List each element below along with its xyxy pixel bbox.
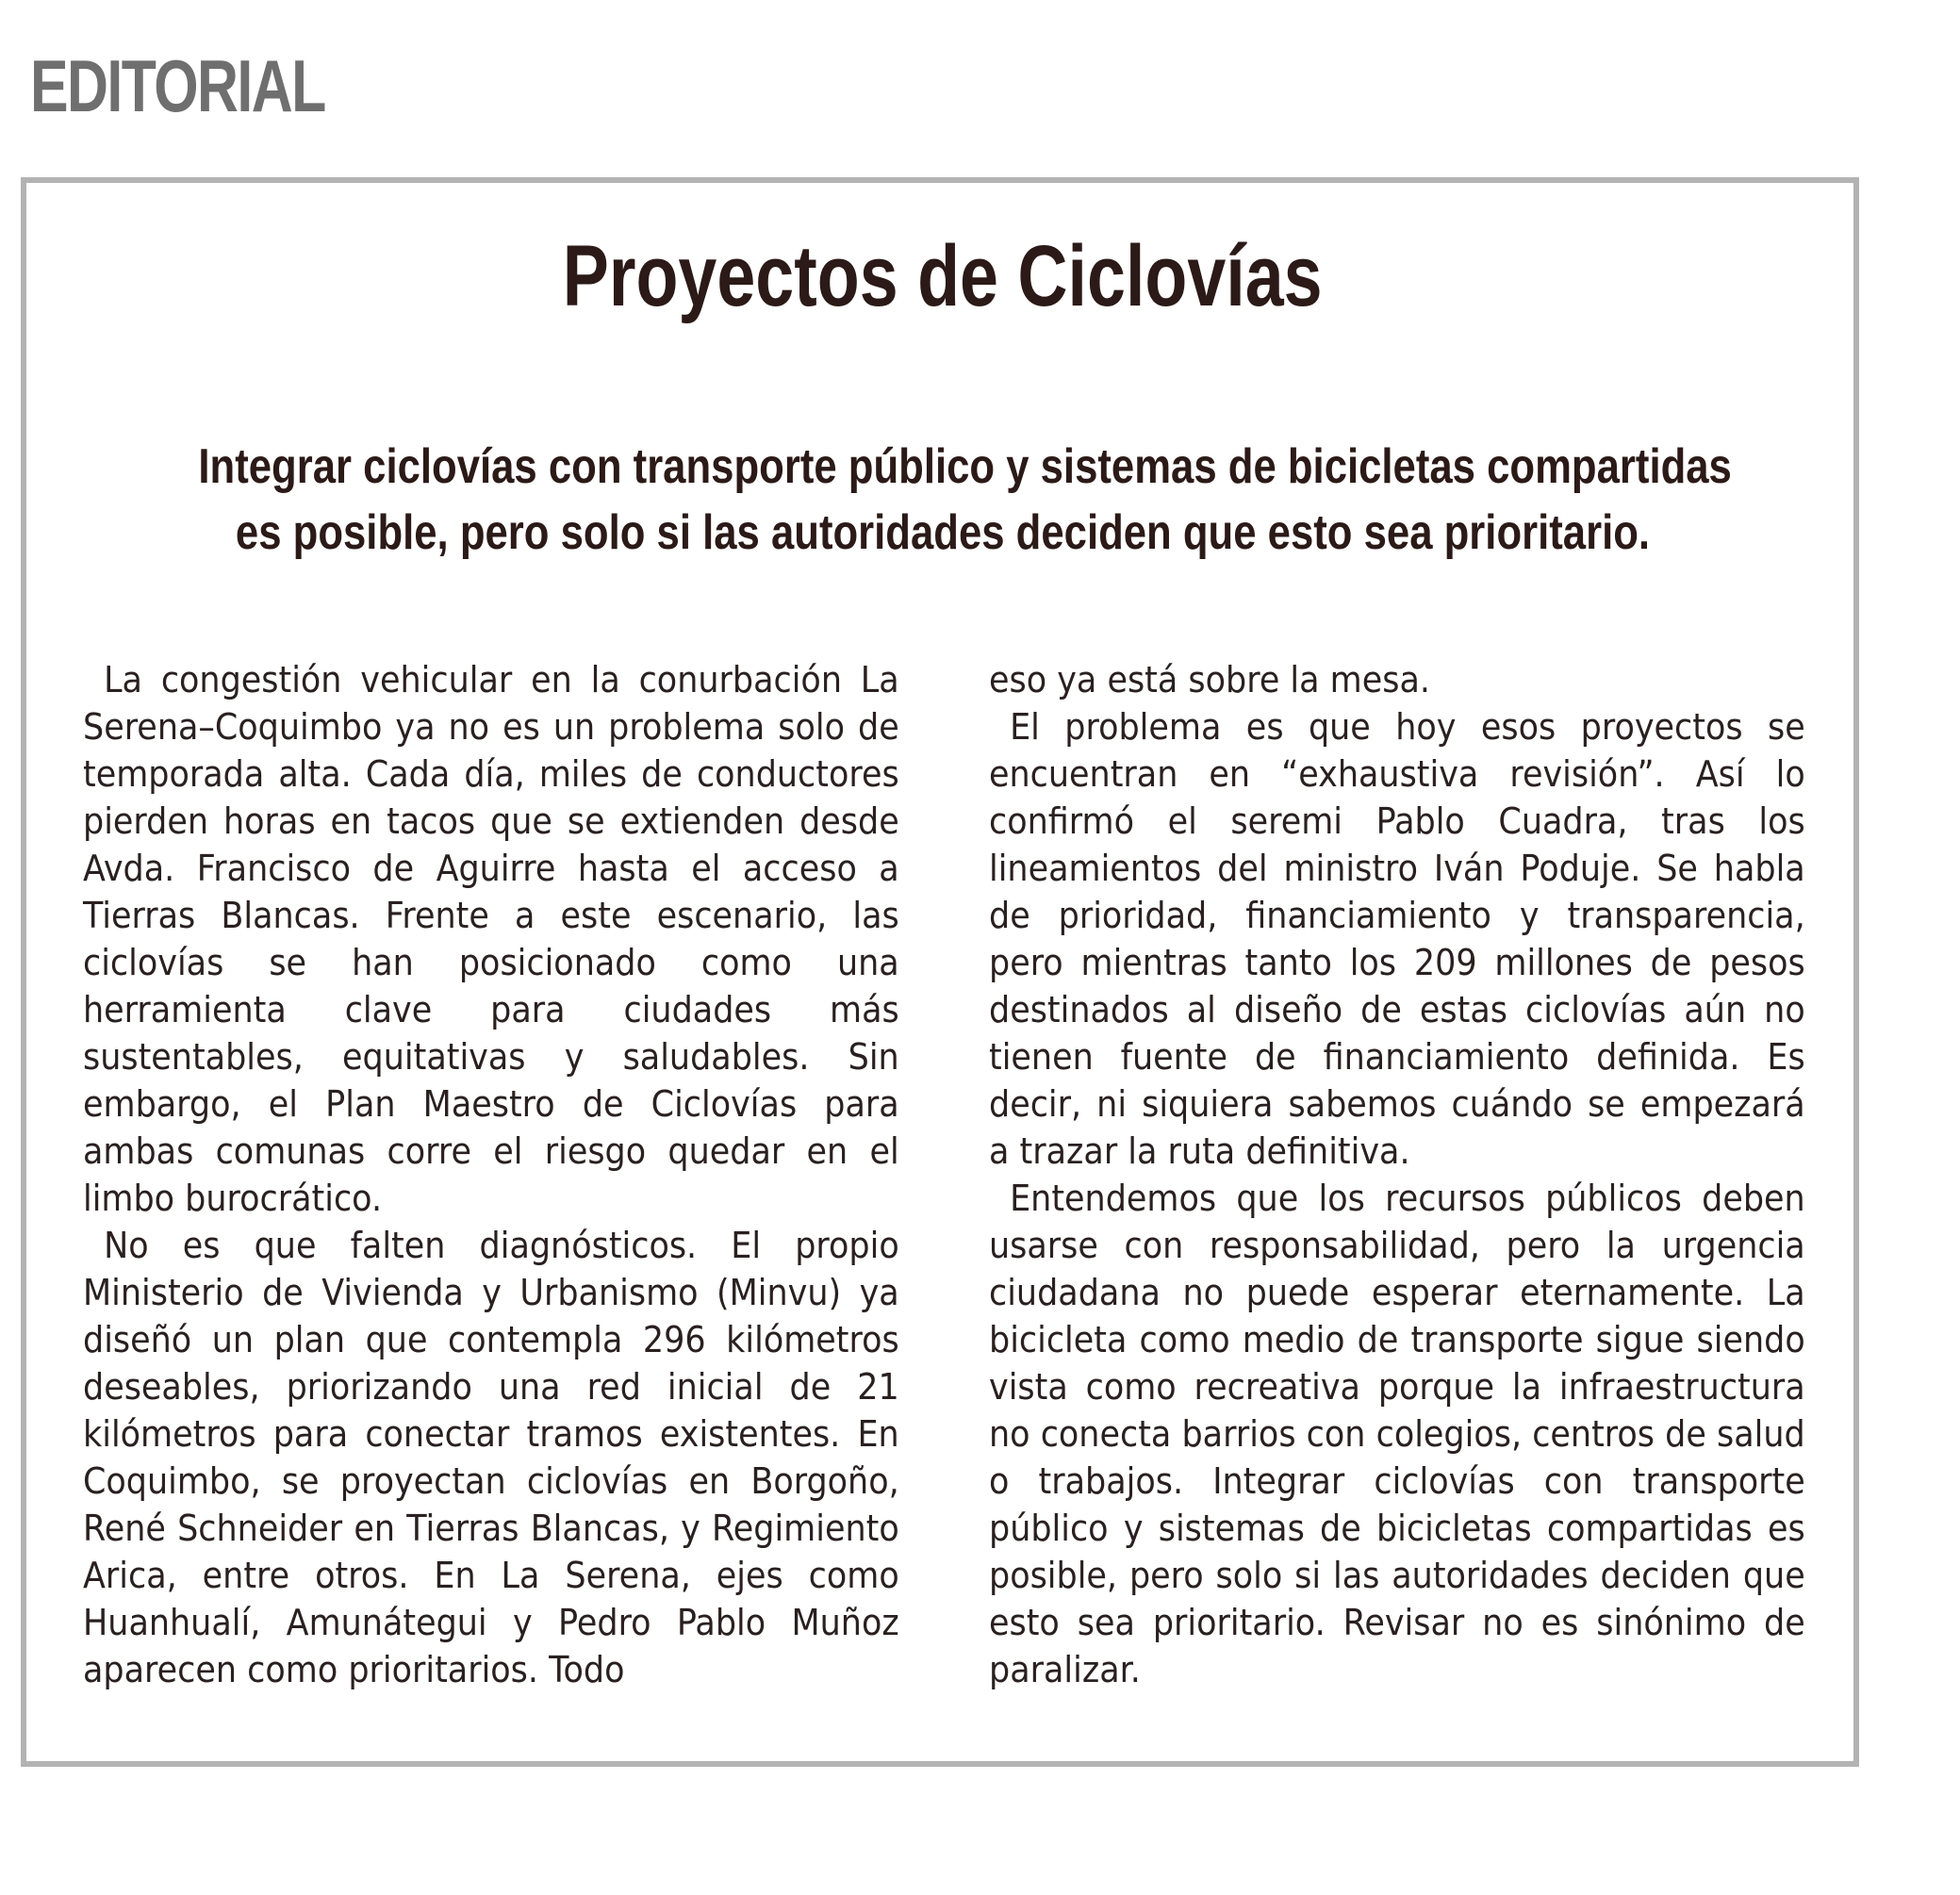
body-column-right [989,656,1805,1693]
headline-text: Proyectos de Ciclovías [563,228,1323,324]
body-paragraph: No es que falten diagnósticos. El propio Ministerio de Vivienda y Urbanismo (Minvu) ya diseñó un plan que contempla 296 kilómetros deseables, priorizando una red inicial de 21 kilómetros para conectar tramos existentes. En Coquimbo, se proyectan ciclovías en Borgoño, René Schneider en Tierras Blancas, y Regimiento Arica, entre otros. En La Serena, ejes como Huanhualí, Amunátegui y Pedro Pablo Muñoz aparecen como prioritarios. Todo [83,1225,899,1690]
deck-line-2: es posible, pero solo si las autoridades deciden que esto sea prioritario. [235,505,1651,560]
headline [0,228,1886,324]
body-paragraph: El problema es que hoy esos proyectos se encuentran en “exhaustiva revisión”. Así lo confirmó el seremi Pablo Cuadra, tras los lineamientos del ministro Iván Poduje. Se habla de prioridad, financiamiento y transparencia, pero mientras tanto los 209 millones de pesos destinados al diseño de estas ciclovías aún no tienen fuente de financiamiento definida. Es decir, ni siquiera sabemos cuándo se empezará a trazar la ruta definitiva. [989,706,1805,1172]
section-label: EDITORIAL [30,44,325,127]
deck-line-1: Integrar ciclovías con transporte público y sistemas de bicicletas compartidas [198,439,1732,494]
body-paragraph: La congestión vehicular en la conurbación La Serena–Coquimbo ya no es un problema solo de temporada alta. Cada día, miles de conductores pierden horas en tacos que se extienden desde Avda. Francisco de Aguirre hasta el acceso a Tierras Blancas. Frente a este escenario, las ciclovías se han posicionado como una herramienta clave para ciudades más sustentables, equitativas y saludables. Sin embargo, el Plan Maestro de Ciclovías para ambas comunas corre el riesgo quedar en el limbo burocrático. [83,659,899,1219]
deck [57,434,1829,566]
body-column-left [83,656,899,1693]
body-paragraph-continued: eso ya está sobre la mesa. [989,659,1431,700]
body-paragraph: Entendemos que los recursos públicos deben usarse con responsabilidad, pero la urgencia ciudadana no puede esperar eternamente. La bicicleta como medio de transporte sigue siendo vista como recreativa porque la infraestructura no conecta barrios con colegios, centros de salud o trabajos. Integrar ciclovías con transporte público y sistemas de bicicletas compartidas es posible, pero solo si las autoridades deciden que esto sea prioritario. Revisar no es sinónimo de paralizar. [989,1178,1805,1690]
